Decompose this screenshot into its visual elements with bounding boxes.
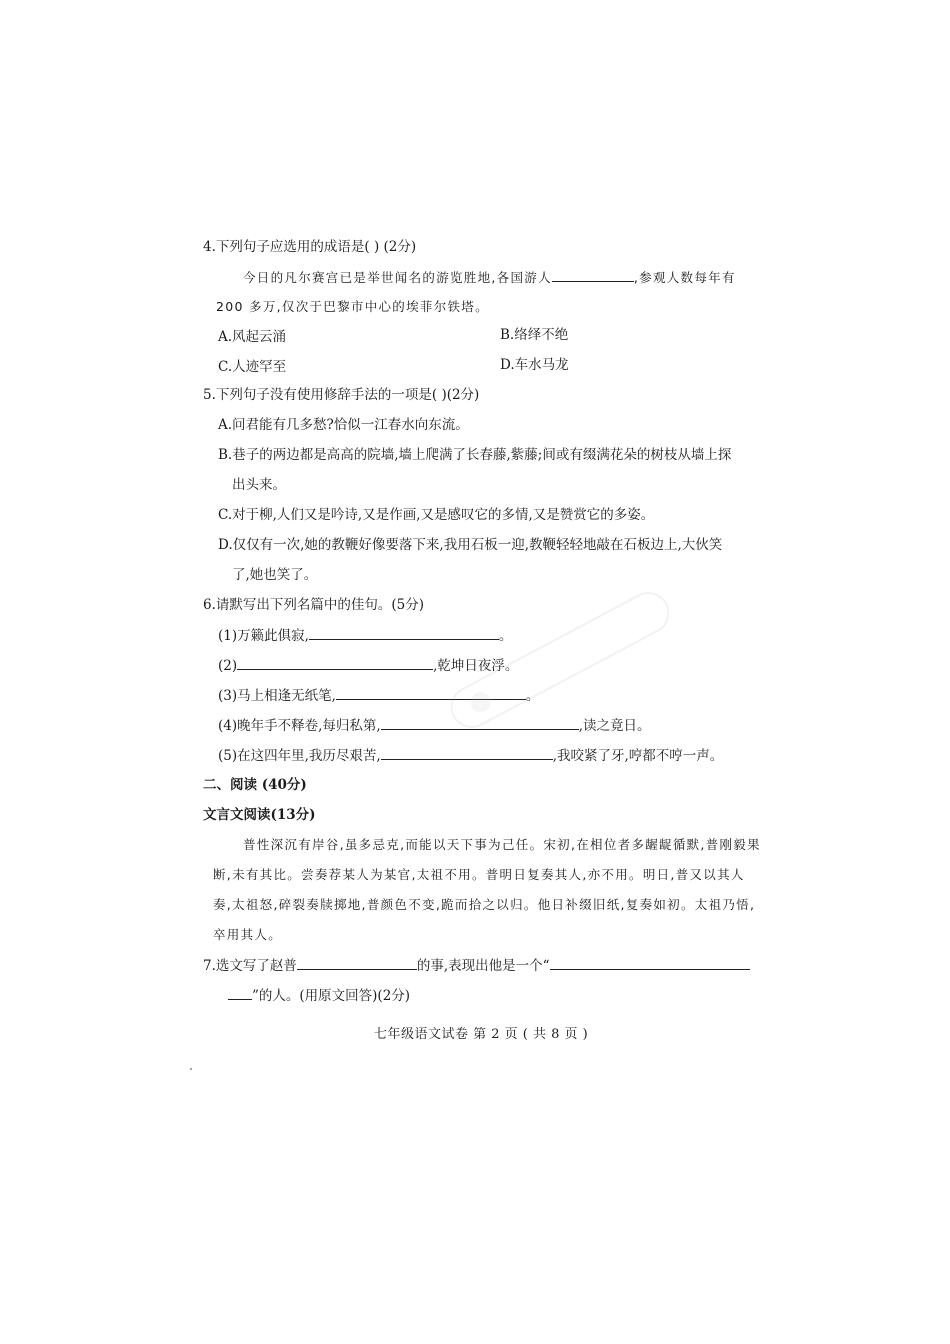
q6-item-5-end: ,我咬紧了牙,哼都不哼一声。: [552, 748, 724, 764]
q6-item-5-prompt: (5)在这四年里,我历尽艰苦,: [218, 748, 381, 764]
q5-option-d-line2: 了,她也笑了。: [232, 567, 318, 583]
q4-option-c: C.人迹罕至: [218, 359, 287, 375]
q6-item-3-end: 。: [525, 688, 540, 704]
q6-item-1-prompt: (1)万籁此俱寂,: [218, 628, 309, 644]
q4-sentence-line2: 200 多万,仅次于巴黎市中心的埃菲尔铁塔。: [216, 299, 489, 314]
q6-item-2-prompt: (2): [218, 658, 238, 674]
q5-option-b-line1: B.巷子的两边都是高高的院墙,墙上爬满了长春藤,紫藤;间或有缀满花朵的树枝从墙上探: [218, 447, 732, 463]
q6-item-1-end: 。: [498, 628, 513, 644]
q7-mid: 的事,表现出他是一个“: [416, 958, 550, 974]
q6-stem: 6.请默写出下列名篇中的佳句。(5分): [203, 597, 425, 613]
q7-line2: [228, 986, 410, 1005]
classical-reading-subtitle: 文言文阅读(13分): [203, 807, 316, 823]
q4-sentence-part-a: 今日的凡尔赛宫已是举世闻名的游览胜地,各国游人: [243, 270, 552, 285]
q7-blank-2-continued[interactable]: [228, 986, 252, 1000]
q5-option-d-line1: D.仅仅有一次,她的教鞭好像要落下来,我用石板一迎,教鞭轻轻地敲在石板边上,大伙笑: [218, 537, 723, 553]
passage-line-1: 普性深沉有岸谷,虽多忌克,而能以天下事为己任。宋初,在相位者多龌龊循默,普刚毅果: [243, 837, 761, 852]
q5-option-a: A.问君能有几多愁?恰似一江春水向东流。: [218, 417, 469, 433]
q6-item-2-blank[interactable]: [237, 656, 433, 670]
q6-item-2-end: ,乾坤日夜浮。: [433, 658, 519, 674]
q7-prompt: 7.选文写了赵普: [203, 958, 297, 974]
scan-speck: [190, 1068, 192, 1070]
section-reading-title: 二、阅读 (40分): [203, 777, 307, 793]
q6-item-3-prompt: (3)马上相逢无纸笔,: [218, 688, 336, 704]
q4-stem: 4.下列句子应选用的成语是( ) (2分): [203, 239, 417, 255]
q4-sentence-line1: [243, 268, 736, 287]
page-footer: 七年级语文试卷 第 2 页 ( 共 8 页 ): [374, 1027, 589, 1042]
q6-item-4-end: ,读之竟日。: [578, 718, 651, 734]
passage-line-2: 断,未有其比。尝奏荐某人为某官,太祖不用。普明日复奏其人,亦不用。明日,普又以其人: [213, 867, 745, 882]
q4-sentence-part-b: ,参观人数每年有: [633, 270, 736, 285]
q5-stem: 5.下列句子没有使用修辞手法的一项是( )(2分): [203, 387, 480, 403]
q4-option-b: B.络绎不绝: [500, 327, 569, 343]
q5-option-b-line2: 出头来。: [232, 477, 286, 493]
q4-option-a: A.风起云涌: [218, 329, 287, 345]
passage-line-4: 卒用其人。: [213, 927, 283, 942]
q7-line1: [203, 956, 750, 975]
q5-option-c: C.对于柳,人们又是吟诗,又是作画,又是感叹它的多情,又是赞赏它的多姿。: [218, 507, 655, 523]
q4-option-d: D.车水马龙: [500, 357, 569, 373]
q7-blank-2[interactable]: [550, 956, 750, 970]
passage-line-3: 奏,太祖怒,碎裂奏牍掷地,普颜色不变,跪而拾之以归。他日补缀旧纸,复奏如初。太祖乃悟,: [213, 897, 756, 912]
q7-end: ”的人。(用原文回答)(2分): [252, 988, 411, 1004]
q4-answer-blank[interactable]: [552, 268, 634, 282]
q6-item-4-prompt: (4)晚年手不释卷,每归私第,: [218, 718, 381, 734]
q7-blank-1[interactable]: [297, 956, 417, 970]
